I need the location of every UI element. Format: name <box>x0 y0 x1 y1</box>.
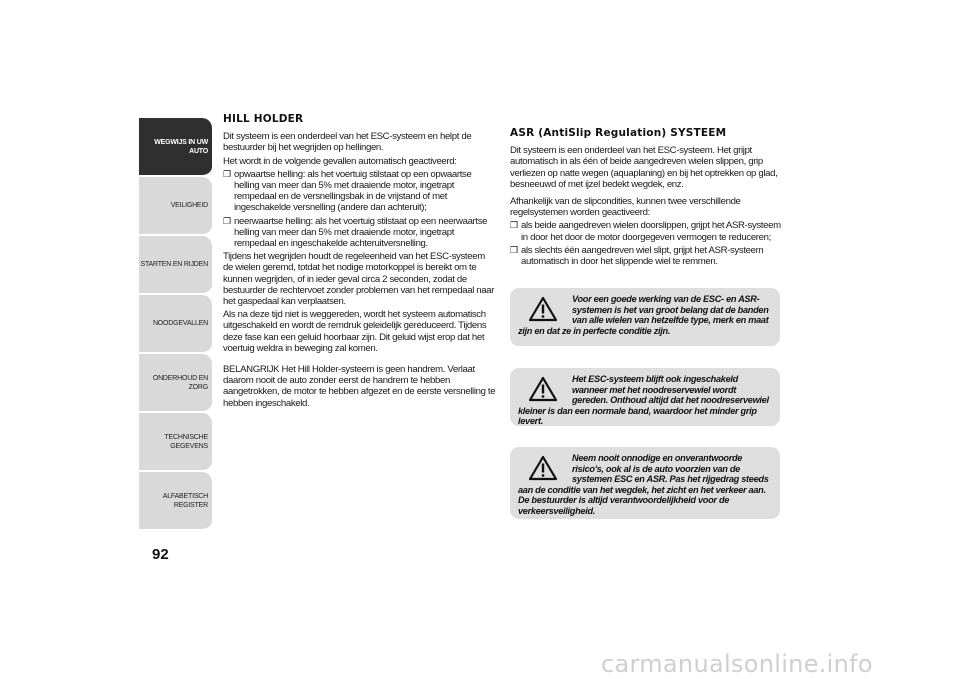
important-note: BELANGRIJK Het Hill Holder-systeem is geen handrem. Verlaat daarom nooit de auto zonder eerst de handrem te hebben aangetrokken, de motor te hebben afgezet en de eerste versnelling te hebben ingeschakeld. <box>223 364 496 409</box>
list-item <box>223 169 497 214</box>
list-item <box>510 245 782 267</box>
list-item <box>510 220 782 242</box>
left-column <box>223 114 497 411</box>
hill-holder-paragraph: Tijdens het wegrijden houdt de regeleenheid van het ESC-systeem de wielen geremd, totdat het nodige motorkoppel is bereikt om te kunnen wegrijden, of in ieder geval circa 2 seconden, zodat de bestuurder de rechtervoet zonder problemen van het rempedaal naar het gaspedaal kan verplaatsen. <box>223 251 495 308</box>
checkbox-bullet-icon: ❒ <box>223 168 231 179</box>
warning-box <box>510 368 780 426</box>
bullet-text: neerwaartse helling: als het voertuig stilstaat op een neerwaartse helling van meer dan 5% met draaiende motor, ingetrapt rempedaal en ingeschakelde achteruitversnelling. <box>234 215 488 250</box>
tab-onderhoud-en-zorg[interactable]: ONDERHOUD EN ZORG <box>139 354 212 413</box>
hill-holder-activation-text: Het wordt in de volgende gevallen automatisch geactiveerd: <box>223 155 457 167</box>
bullet-text: opwaartse helling: als het voertuig stilstaat op een opwaartse helling van meer dan 5% met draaiende motor, ingetrapt rempedaal en de versnellingsbak in de vrijstand of met ingeschakelde versnelling (andere dan achteruit); <box>234 168 472 214</box>
checkbox-bullet-icon: ❒ <box>510 244 518 255</box>
tab-wegwijs-in-uw-auto[interactable]: WEGWIJS IN UW AUTO <box>139 118 212 177</box>
warning-triangle-icon <box>528 376 558 402</box>
warning-triangle-icon <box>528 455 558 481</box>
hill-holder-heading: HILL HOLDER <box>223 113 304 125</box>
checkbox-bullet-icon: ❒ <box>510 220 518 231</box>
tab-starten-en-rijden[interactable]: STARTEN EN RIJDEN <box>139 236 212 295</box>
checkbox-bullet-icon: ❒ <box>223 215 231 226</box>
warning-box <box>510 288 780 346</box>
hill-holder-paragraph: Als na deze tijd niet is weggereden, wordt het systeem automatisch uitgeschakeld en wordt de remdruk geleidelijk gereduceerd. Tijdens deze fase kan een geluid hoorbaar zijn. Dit geluid wijst erop dat het voertuig weldra in beweging zal komen. <box>223 309 487 354</box>
bullet-text: als slechts één aangedreven wiel slipt, grijpt het ASR-systeem automatisch in door het slippende wiel te remmen. <box>521 244 764 268</box>
warning-box <box>510 447 780 519</box>
chapter-tabs <box>139 118 212 531</box>
asr-conditions: Afhankelijk van de slipcondities, kunnen twee verschillende regelsystemen worden geactiveerd: <box>510 196 741 219</box>
warning-text: Voor een goede werking van de ESC- en ASR-systemen is het van groot belang dat de banden van alle wielen van hetzelfde type, merk en maat zijn en dat ze in perfecte conditie zijn. <box>518 294 769 336</box>
tab-alfabetisch-register[interactable]: ALFABETISCH REGISTER <box>139 472 212 531</box>
warning-text: Het ESC-systeem blijft ook ingeschakeld wanneer met het noodreservewiel wordt gereden. Onthoud altijd dat het noodreservewiel kleiner is dan een normale band, waardoor het minder grip levert. <box>518 374 769 427</box>
warning-text: Neem nooit onnodige en onverantwoorde risico's, ook al is de auto voorzien van de systemen ESC en ASR. Pas het rijgedrag steeds aan de conditie van het wegdek, het zicht en het verkeer aan. De bestuurder is altijd verantwoordelijkheid voor de verkeersveiligheid. <box>518 453 769 516</box>
page-number: 92 <box>152 546 169 563</box>
list-item <box>223 216 497 250</box>
hill-holder-intro: Dit systeem is een onderdeel van het ESC-systeem en helpt de bestuurder bij het wegrijden op hellingen. <box>223 131 472 154</box>
warning-triangle-icon <box>528 296 558 322</box>
asr-intro: Dit systeem is een onderdeel van het ESC-systeem. Het grijpt automatisch in als één of beide aangedreven wielen slippen, grip verliezen op natte wegen (aquaplaning) en bij het optrekken op glad, besneeuwd of met ijzel bedekt wegdek, enz. <box>510 145 778 190</box>
watermark: carmanualsonline.info <box>601 650 873 678</box>
asr-heading: ASR (AntiSlip Regulation) SYSTEEM <box>510 127 727 139</box>
tab-technische-gegevens[interactable]: TECHNISCHE GEGEVENS <box>139 413 212 472</box>
bullet-text: als beide aangedreven wielen doorslippen, grijpt het ASR-systeem in door het door de motor doorgegeven vermogen te reduceren; <box>521 220 781 243</box>
tab-veiligheid[interactable]: VEILIGHEID <box>139 177 212 236</box>
right-column <box>510 128 782 269</box>
tab-noodgevallen[interactable]: NOODGEVALLEN <box>139 295 212 354</box>
